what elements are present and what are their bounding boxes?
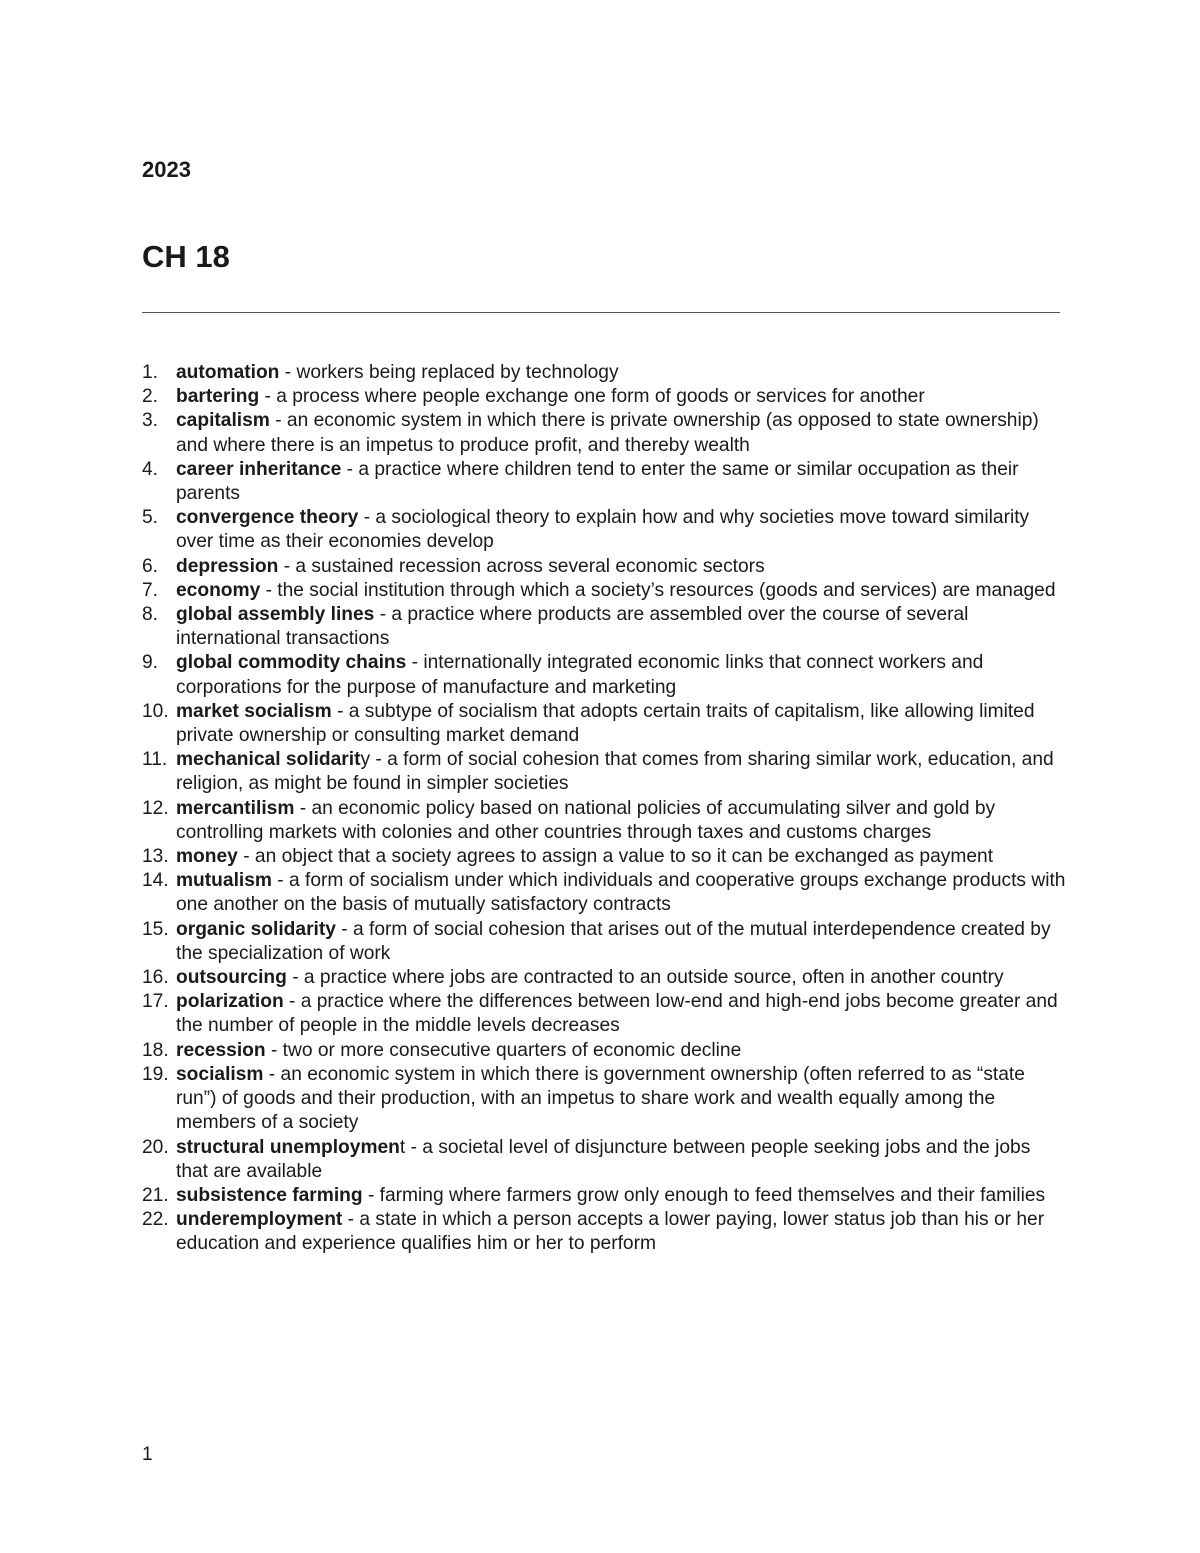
item-number: 18. bbox=[142, 1039, 169, 1061]
item-text bbox=[176, 700, 1067, 748]
item-number: 3. bbox=[142, 410, 159, 432]
term-word: bartering bbox=[176, 386, 260, 408]
term-definition: - a practice where children tend to enter the same or similar occupation as their parents bbox=[176, 458, 1019, 505]
glossary-list bbox=[142, 361, 1067, 1257]
term-definition: - internationally integrated economic links that connect workers and corporations for the purpose of manufacture and marketing bbox=[176, 652, 984, 698]
item-text bbox=[176, 361, 1067, 385]
glossary-item bbox=[142, 506, 1067, 554]
glossary-item bbox=[142, 869, 1067, 917]
item-text bbox=[176, 1208, 1067, 1256]
item-text bbox=[176, 797, 1067, 845]
term-definition: - an economic system in which there is private ownership (as opposed to state ownership) and where there is an impetus to produce profit, and thereby wealth bbox=[176, 410, 1039, 456]
glossary-item bbox=[142, 1184, 1067, 1208]
term-definition: - two or more consecutive quarters of economic decline bbox=[265, 1039, 742, 1061]
glossary-item bbox=[142, 603, 1067, 651]
term-word: depression bbox=[176, 555, 279, 577]
term-definition: - a sustained recession across several economic sectors bbox=[278, 555, 765, 577]
glossary-item bbox=[142, 845, 1067, 869]
term-word: subsistence farming bbox=[176, 1184, 363, 1206]
item-text bbox=[176, 845, 1067, 869]
item-number: 4. bbox=[142, 458, 159, 480]
term-word: global assembly lines bbox=[176, 604, 375, 626]
item-number: 10. bbox=[142, 700, 169, 722]
page-number: 1 bbox=[142, 1444, 153, 1465]
glossary-item bbox=[142, 918, 1067, 966]
term-word: global commodity chains bbox=[176, 652, 407, 674]
item-number: 20. bbox=[142, 1136, 169, 1158]
glossary-item bbox=[142, 651, 1067, 699]
term-definition: - an economic policy based on national policies of accumulating silver and gold by controlling markets with colonies and other countries through taxes and customs charges bbox=[176, 797, 996, 843]
item-text bbox=[176, 990, 1067, 1038]
term-word: money bbox=[176, 846, 238, 868]
glossary-item bbox=[142, 700, 1067, 748]
term-word: organic solidarity bbox=[176, 918, 336, 940]
term-word: polarization bbox=[176, 991, 284, 1013]
term-definition: - a process where people exchange one form of goods or services for another bbox=[259, 386, 925, 408]
glossary-item bbox=[142, 797, 1067, 845]
item-number: 9. bbox=[142, 652, 159, 674]
item-text bbox=[176, 966, 1067, 990]
term-word: mechanical solidarit bbox=[176, 749, 361, 771]
item-text bbox=[176, 1184, 1067, 1208]
item-number: 21. bbox=[142, 1184, 169, 1206]
item-text bbox=[176, 385, 1067, 409]
item-text bbox=[176, 748, 1067, 796]
term-definition: - an economic system in which there is government ownership (often referred to as “state run”) of goods and their production, with an impetus to share work and wealth equally among the members of a society bbox=[176, 1063, 1025, 1134]
item-number: 19. bbox=[142, 1063, 169, 1085]
glossary-item bbox=[142, 1208, 1067, 1256]
item-number: 7. bbox=[142, 579, 159, 601]
glossary-item bbox=[142, 1063, 1067, 1136]
item-number: 1. bbox=[142, 362, 159, 383]
item-text bbox=[176, 579, 1067, 603]
term-definition: - a subtype of socialism that adopts certain traits of capitalism, like allowing limited private ownership or consulting market demand bbox=[176, 700, 1035, 747]
item-text bbox=[176, 506, 1067, 554]
glossary-item bbox=[142, 1039, 1067, 1063]
item-number: 6. bbox=[142, 555, 159, 577]
item-text bbox=[176, 1039, 1067, 1063]
glossary-item bbox=[142, 555, 1067, 579]
item-number: 2. bbox=[142, 386, 159, 408]
item-number: 16. bbox=[142, 967, 169, 989]
item-number: 12. bbox=[142, 797, 169, 819]
term-definition: - workers being replaced by technology bbox=[279, 362, 619, 383]
term-definition: - a sociological theory to explain how and why societies move toward similarity over time as their economies develop bbox=[176, 507, 1030, 553]
term-definition: - a form of social cohesion that arises out of the mutual interdependence created by the specialization of work bbox=[176, 918, 1051, 964]
horizontal-divider bbox=[142, 312, 1060, 313]
item-text bbox=[176, 651, 1067, 699]
item-text bbox=[176, 1136, 1067, 1184]
term-word: socialism bbox=[176, 1063, 264, 1085]
term-word: mutualism bbox=[176, 870, 272, 892]
term-definition: t - a societal level of disjuncture between people seeking jobs and the jobs that are available bbox=[176, 1136, 1031, 1182]
chapter-title: CH 18 bbox=[142, 239, 230, 274]
item-text bbox=[176, 918, 1067, 966]
glossary-item bbox=[142, 579, 1067, 603]
item-text bbox=[176, 555, 1067, 579]
term-word: mercantilism bbox=[176, 797, 295, 819]
term-word: underemployment bbox=[176, 1209, 343, 1231]
term-definition: - a form of socialism under which individuals and cooperative groups exchange products with one another on the basis of mutually satisfactory contracts bbox=[176, 870, 1066, 916]
glossary-item bbox=[142, 385, 1067, 409]
term-definition: - a state in which a person accepts a lower paying, lower status job than his or her education and experience qualifies him or her to perform bbox=[176, 1209, 1045, 1255]
item-number: 14. bbox=[142, 870, 169, 892]
term-definition: - farming where farmers grow only enough to feed themselves and their families bbox=[362, 1184, 1046, 1206]
term-definition: - a practice where products are assembled over the course of several international transactions bbox=[176, 604, 969, 650]
item-number: 5. bbox=[142, 507, 159, 529]
glossary-item bbox=[142, 990, 1067, 1038]
item-number: 17. bbox=[142, 991, 169, 1013]
term-word: recession bbox=[176, 1039, 266, 1061]
term-definition: - a practice where the differences between low-end and high-end jobs become greater and the number of people in the middle levels decreases bbox=[176, 991, 1058, 1037]
term-word: career inheritance bbox=[176, 458, 342, 480]
glossary-item bbox=[142, 748, 1067, 796]
term-definition: - the social institution through which a society’s resources (goods and services) are managed bbox=[260, 579, 1056, 601]
glossary-item bbox=[142, 458, 1067, 506]
item-text bbox=[176, 869, 1067, 917]
term-word: convergence theory bbox=[176, 507, 359, 529]
term-word: structural unemploymen bbox=[176, 1136, 400, 1158]
item-number: 13. bbox=[142, 846, 169, 868]
item-number: 11. bbox=[142, 749, 168, 771]
term-word: capitalism bbox=[176, 410, 270, 432]
term-definition: y - a form of social cohesion that comes from sharing similar work, education, and religion, as might be found in simpler societies bbox=[176, 749, 1054, 795]
term-definition: - an object that a society agrees to assign a value to so it can be exchanged as payment bbox=[237, 846, 994, 868]
item-text bbox=[176, 458, 1067, 506]
term-word: economy bbox=[176, 579, 261, 601]
glossary-item bbox=[142, 966, 1067, 990]
term-word: outsourcing bbox=[176, 967, 287, 989]
item-number: 8. bbox=[142, 604, 159, 626]
glossary-item bbox=[142, 409, 1067, 457]
term-word: automation bbox=[176, 362, 280, 383]
glossary-item bbox=[142, 361, 1067, 385]
item-number: 22. bbox=[142, 1209, 169, 1231]
term-definition: - a practice where jobs are contracted to an outside source, often in another country bbox=[286, 967, 1004, 989]
item-text bbox=[176, 1063, 1067, 1136]
item-text bbox=[176, 603, 1067, 651]
item-number: 15. bbox=[142, 918, 169, 940]
document-year: 2023 bbox=[142, 157, 191, 182]
item-text bbox=[176, 409, 1067, 457]
glossary-item bbox=[142, 1136, 1067, 1184]
term-word: market socialism bbox=[176, 700, 332, 722]
